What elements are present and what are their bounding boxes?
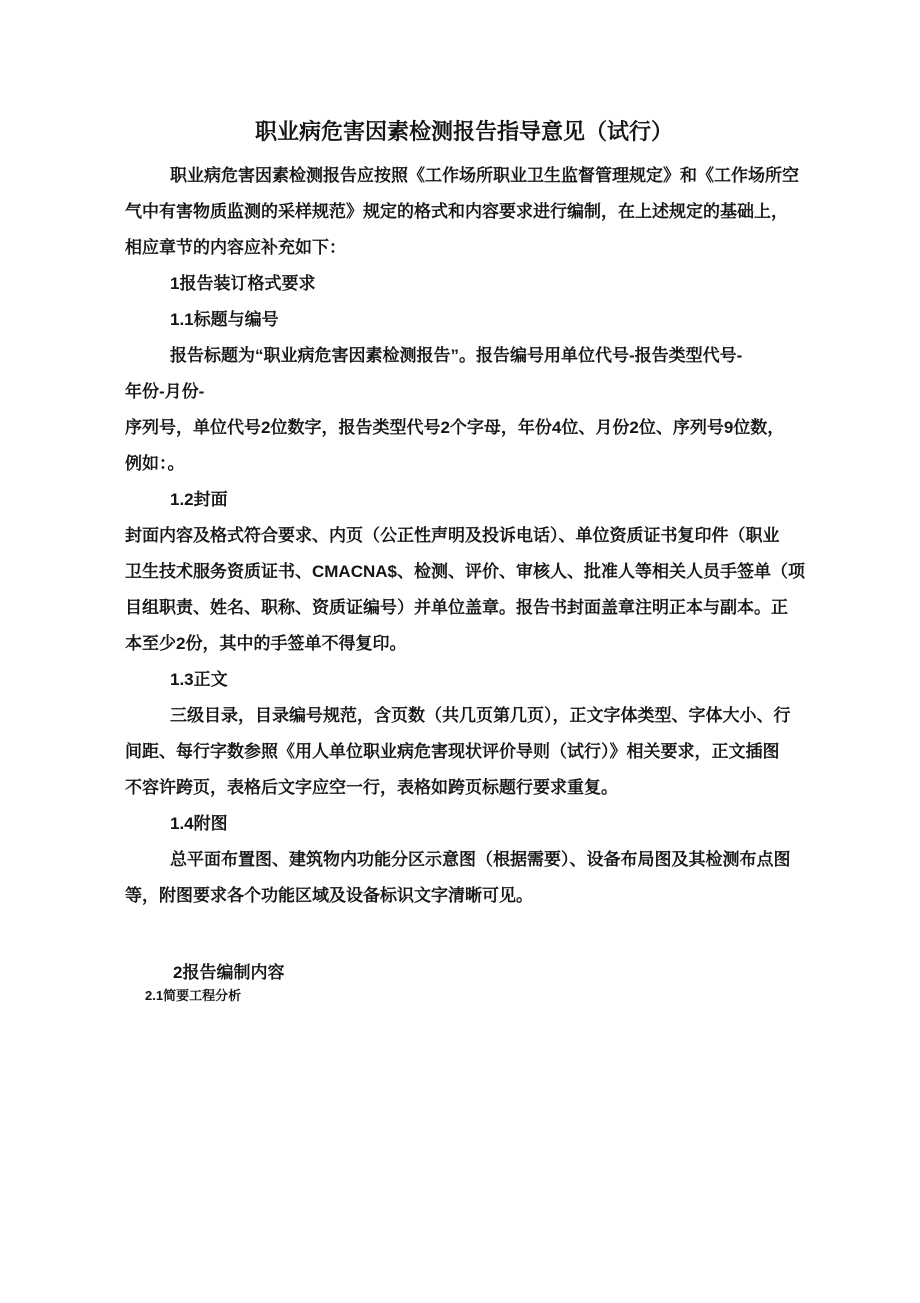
paragraph-line: 卫生技术服务资质证书、CMACNA$、检测、评价、审核人、批准人等相关人员手签单（项 <box>125 562 805 581</box>
section-heading-2: 2报告编制内容 <box>173 963 285 982</box>
paragraph-line: 年份-月份- <box>125 382 205 401</box>
paragraph-line: 目组职责、姓名、职称、资质证编号）并单位盖章。报告书封面盖章注明正本与副本。正 <box>125 598 788 617</box>
section-heading-1-1: 1.1标题与编号 <box>170 310 279 329</box>
section-heading-1-2: 1.2封面 <box>170 490 228 509</box>
section-heading-1: 1报告装订格式要求 <box>170 274 316 293</box>
paragraph-line: 间距、每行字数参照《用人单位职业病危害现状评价导则（试行）》相关要求，正文插图 <box>125 742 780 761</box>
section-heading-2-1: 2.1简要工程分析 <box>145 988 242 1003</box>
section-heading-1-3: 1.3正文 <box>170 670 228 689</box>
paragraph-line: 本至少2份，其中的手签单不得复印。 <box>125 634 407 653</box>
document-title: 职业病危害因素检测报告指导意见（试行） <box>254 119 673 144</box>
paragraph-line: 气中有害物质监测的采样规范》规定的格式和内容要求进行编制，在上述规定的基础上， <box>125 202 788 221</box>
document-content <box>125 116 803 1006</box>
paragraph-line: 序列号，单位代号2位数字，报告类型代号2个字母，年份4位、月份2位、序列号9位数， <box>125 418 785 437</box>
paragraph-line: 职业病危害因素检测报告应按照《工作场所职业卫生监督管理规定》和《工作场所空 <box>170 166 799 185</box>
paragraph-line: 报告标题为“职业病危害因素检测报告”。报告编号用单位代号-报告类型代号- <box>170 346 743 365</box>
paragraph-line: 等，附图要求各个功能区域及设备标识文字清晰可见。 <box>125 886 533 905</box>
paragraph-line: 不容许跨页，表格后文字应空一行，表格如跨页标题行要求重复。 <box>125 778 618 797</box>
paragraph-line: 总平面布置图、建筑物内功能分区示意图（根据需要）、设备布局图及其检测布点图 <box>170 850 791 869</box>
paragraph-line: 例如：。 <box>125 454 185 473</box>
paragraph-line: 封面内容及格式符合要求、内页（公正性声明及投诉电话）、单位资质证书复印件（职业 <box>125 526 780 545</box>
paragraph-line: 相应章节的内容应补充如下： <box>125 238 346 257</box>
section-heading-1-4: 1.4附图 <box>170 814 228 833</box>
paragraph-line: 三级目录，目录编号规范，含页数（共几页第几页），正文字体类型、字体大小、行 <box>170 706 791 725</box>
